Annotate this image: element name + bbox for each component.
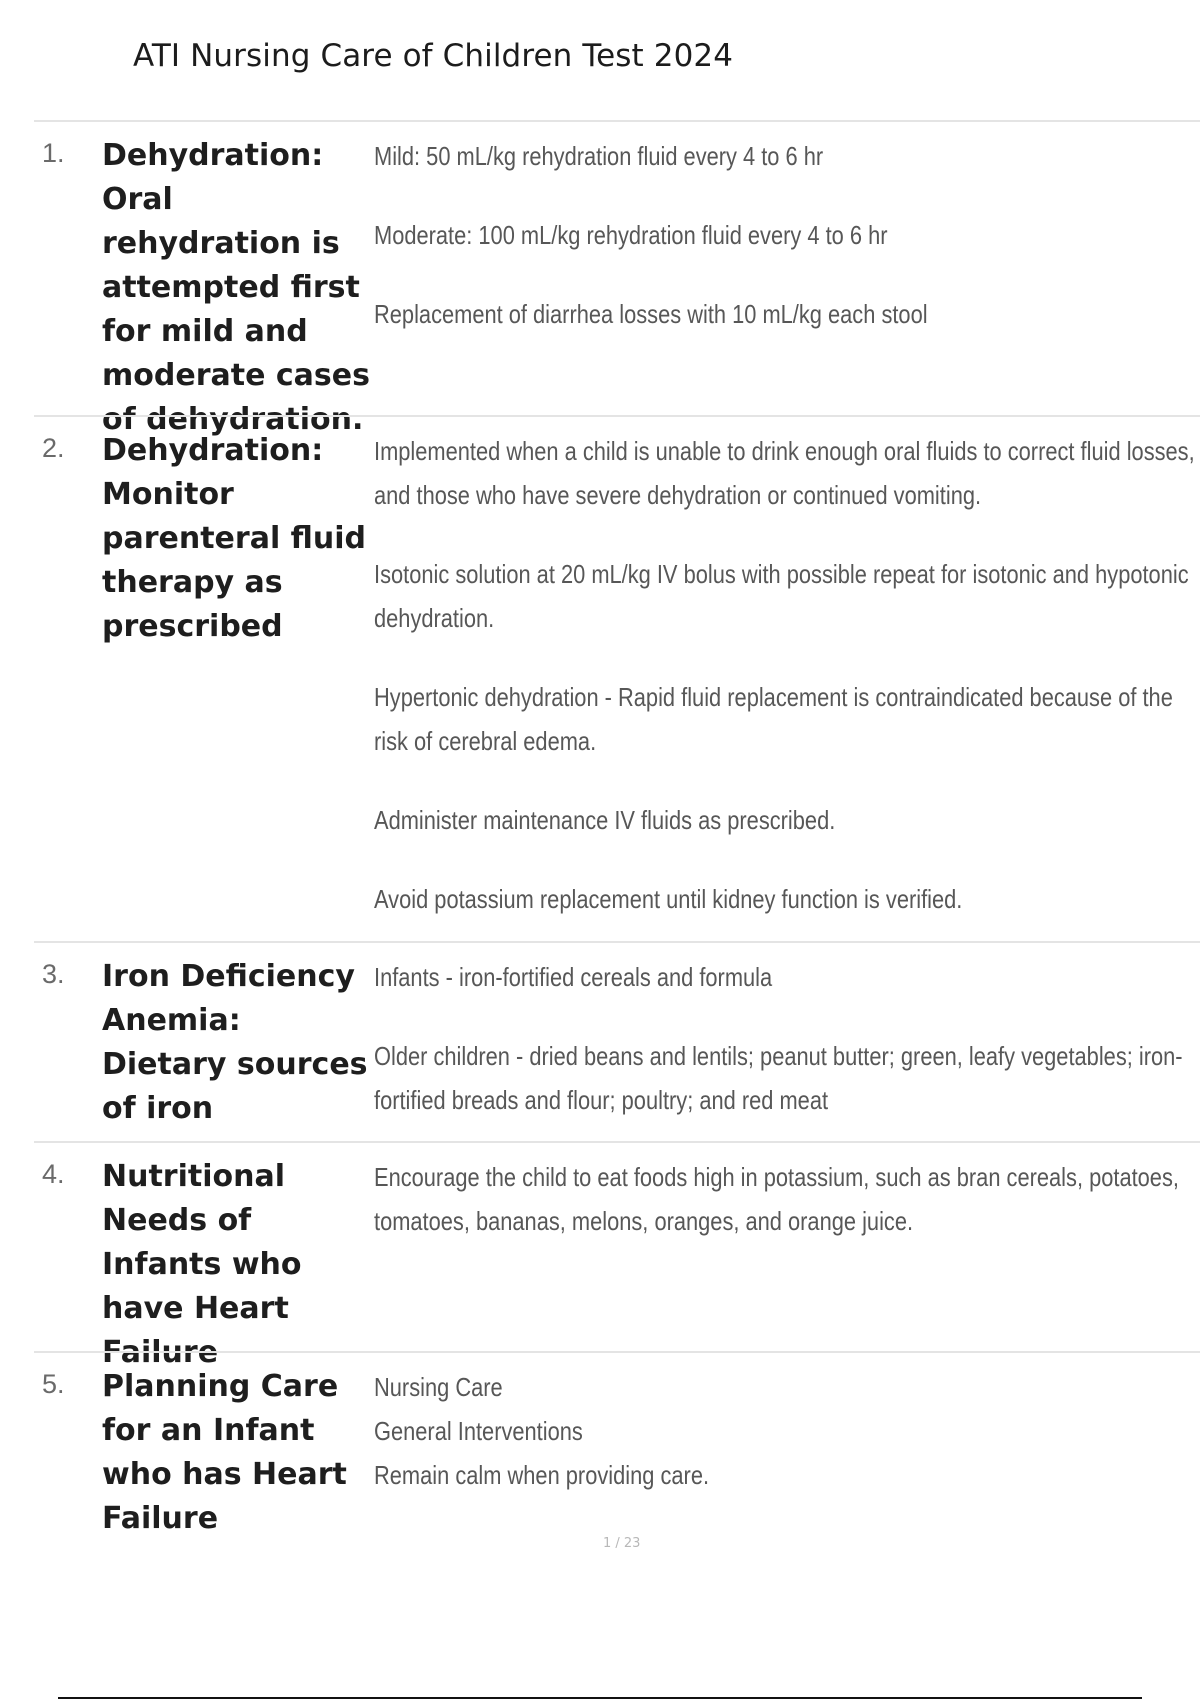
table-row (34, 1141, 1200, 1370)
detail-text: Isotonic solution at 20 mL/kg IV bolus with possible repeat for isotonic and hypotonic dehydration. (374, 559, 1189, 633)
item-details (374, 1155, 1200, 1243)
item-number: 2. (42, 433, 65, 463)
detail-text: Infants - iron-fortified cereals and formula (374, 962, 773, 992)
item-number: 3. (42, 959, 65, 989)
item-details (374, 1365, 1200, 1497)
item-topic: Iron Deficiency Anemia: Dietary sources of iron (102, 959, 368, 1126)
item-topic: Planning Care for an Infant who has Heart Failure (102, 1369, 347, 1536)
item-topic: Nutritional Needs of Infants who have Heart Failure (102, 1159, 302, 1370)
item-number: 5. (42, 1369, 65, 1399)
item-number: 4. (42, 1159, 65, 1189)
study-table (34, 120, 1200, 1536)
detail-text: Nursing Care (374, 1372, 503, 1402)
table-row (34, 941, 1200, 1141)
item-topic: Dehydration: Oral rehydration is attempted first for mild and moderate cases of dehydration. (102, 138, 370, 437)
detail-text: General Interventions (374, 1416, 583, 1446)
detail-text: Administer maintenance IV fluids as prescribed. (374, 805, 836, 835)
detail-text: Encourage the child to eat foods high in potassium, such as bran cereals, potatoes, tomatoes, bananas, melons, oranges, and orange juice. (374, 1162, 1179, 1236)
detail-text: Moderate: 100 mL/kg rehydration fluid every 4 to 6 hr (374, 220, 888, 250)
page-title: ATI Nursing Care of Children Test 2024 (133, 38, 734, 74)
detail-text: Implemented when a child is unable to drink enough oral fluids to correct fluid losses, and those who have severe dehydration or continued vomiting. (374, 436, 1195, 510)
item-details (374, 134, 1200, 336)
item-number: 1. (42, 138, 65, 168)
detail-text: Avoid potassium replacement until kidney function is verified. (374, 884, 963, 914)
table-row (34, 1351, 1200, 1536)
item-details (374, 429, 1200, 921)
footer-divider (58, 1697, 1142, 1699)
detail-text: Remain calm when providing care. (374, 1460, 710, 1490)
table-row (34, 415, 1200, 941)
detail-text: Older children - dried beans and lentils; peanut butter; green, leafy vegetables; iron-fortified breads and flour; poultry; and red meat (374, 1041, 1183, 1115)
item-details (374, 955, 1200, 1122)
page-number: 1 / 23 (603, 1536, 641, 1551)
table-row (34, 120, 1200, 437)
item-topic: Dehydration: Monitor parenteral fluid therapy as prescribed (102, 433, 367, 644)
detail-text: Hypertonic dehydration - Rapid fluid replacement is contraindicated because of the risk of cerebral edema. (374, 682, 1173, 756)
detail-text: Mild: 50 mL/kg rehydration fluid every 4 to 6 hr (374, 141, 824, 171)
detail-text: Replacement of diarrhea losses with 10 mL/kg each stool (374, 299, 928, 329)
